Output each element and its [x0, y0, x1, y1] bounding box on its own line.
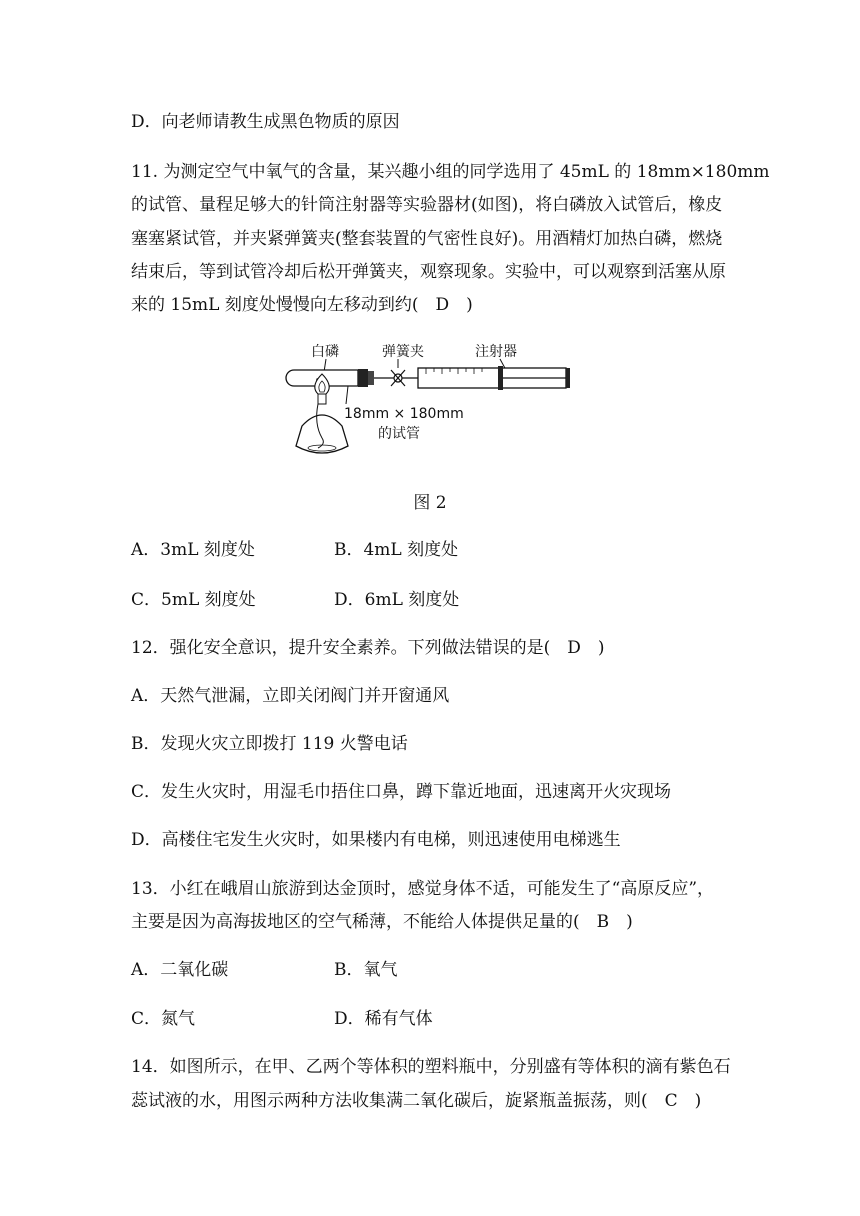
q13-option-d: D．稀有气体: [334, 1009, 433, 1029]
q11-stem-line-1: 11. 为测定空气中氧气的含量，某兴趣小组的同学选用了 45mL 的 18mm×180mm: [131, 162, 770, 182]
apparatus-figure: [278, 334, 588, 474]
q13-option-a: A．二氧化碳: [131, 960, 229, 980]
label-tube-size: 18mm × 180mm: [344, 406, 464, 422]
q13-stem-line-1: 13．小红在峨眉山旅游到达金顶时，感觉身体不适，可能发生了“高原反应”，: [131, 879, 715, 899]
apparatus-diagram: [278, 334, 588, 474]
q13-option-b: B．氧气: [334, 960, 398, 980]
q11-option-a: A．3mL 刻度处: [131, 540, 255, 560]
q14-stem-line-1: 14．如图所示，在甲、乙两个等体积的塑料瓶中，分别盛有等体积的滴有紫色石: [131, 1057, 731, 1077]
q13-stem-line-2: 主要是因为高海拔地区的空气稀薄，不能给人体提供足量的( B ): [131, 912, 633, 932]
q11-stem-line-4: 结束后，等到试管冷却后松开弹簧夹，观察现象。实验中，可以观察到活塞从原: [131, 262, 726, 282]
q11-stem-line-5: 来的 15mL 刻度处慢慢向左移动到约( D ): [131, 295, 473, 315]
q11-stem-line-2: 的试管、量程足够大的针筒注射器等实验器材(如图)，将白磷放入试管后，橡皮: [131, 195, 723, 215]
q14-stem-line-2: 蕊试液的水，用图示两种方法收集满二氧化碳后，旋紧瓶盖振荡，则( C ): [131, 1091, 702, 1111]
figure-caption: 图 2: [413, 493, 447, 513]
q10-option-d: D．向老师请教生成黑色物质的原因: [131, 112, 400, 132]
q12-option-b: B．发现火灾立即拨打 119 火警电话: [131, 734, 408, 754]
label-tube: 的试管: [378, 426, 420, 442]
q13-option-c: C．氮气: [131, 1009, 196, 1029]
q12-option-d: D．高楼住宅发生火灾时，如果楼内有电梯，则迅速使用电梯逃生: [131, 830, 621, 850]
label-phosphorus: 白磷: [311, 344, 339, 360]
q11-option-c: C．5mL 刻度处: [131, 590, 256, 610]
q11-option-b: B．4mL 刻度处: [334, 540, 459, 560]
q12-option-a: A．天然气泄漏，立即关闭阀门并开窗通风: [131, 686, 450, 706]
q12-stem: 12．强化安全意识，提升安全素养。下列做法错误的是( D ): [131, 638, 605, 658]
q11-option-d: D．6mL 刻度处: [334, 590, 460, 610]
label-clamp: 弹簧夹: [382, 344, 424, 360]
q12-option-c: C．发生火灾时，用湿毛巾捂住口鼻，蹲下靠近地面，迅速离开火灾现场: [131, 782, 672, 802]
label-syringe: 注射器: [475, 344, 517, 360]
q11-stem-line-3: 塞塞紧试管，并夹紧弹簧夹(整套装置的气密性良好)。用酒精灯加热白磷，燃烧: [131, 229, 723, 249]
